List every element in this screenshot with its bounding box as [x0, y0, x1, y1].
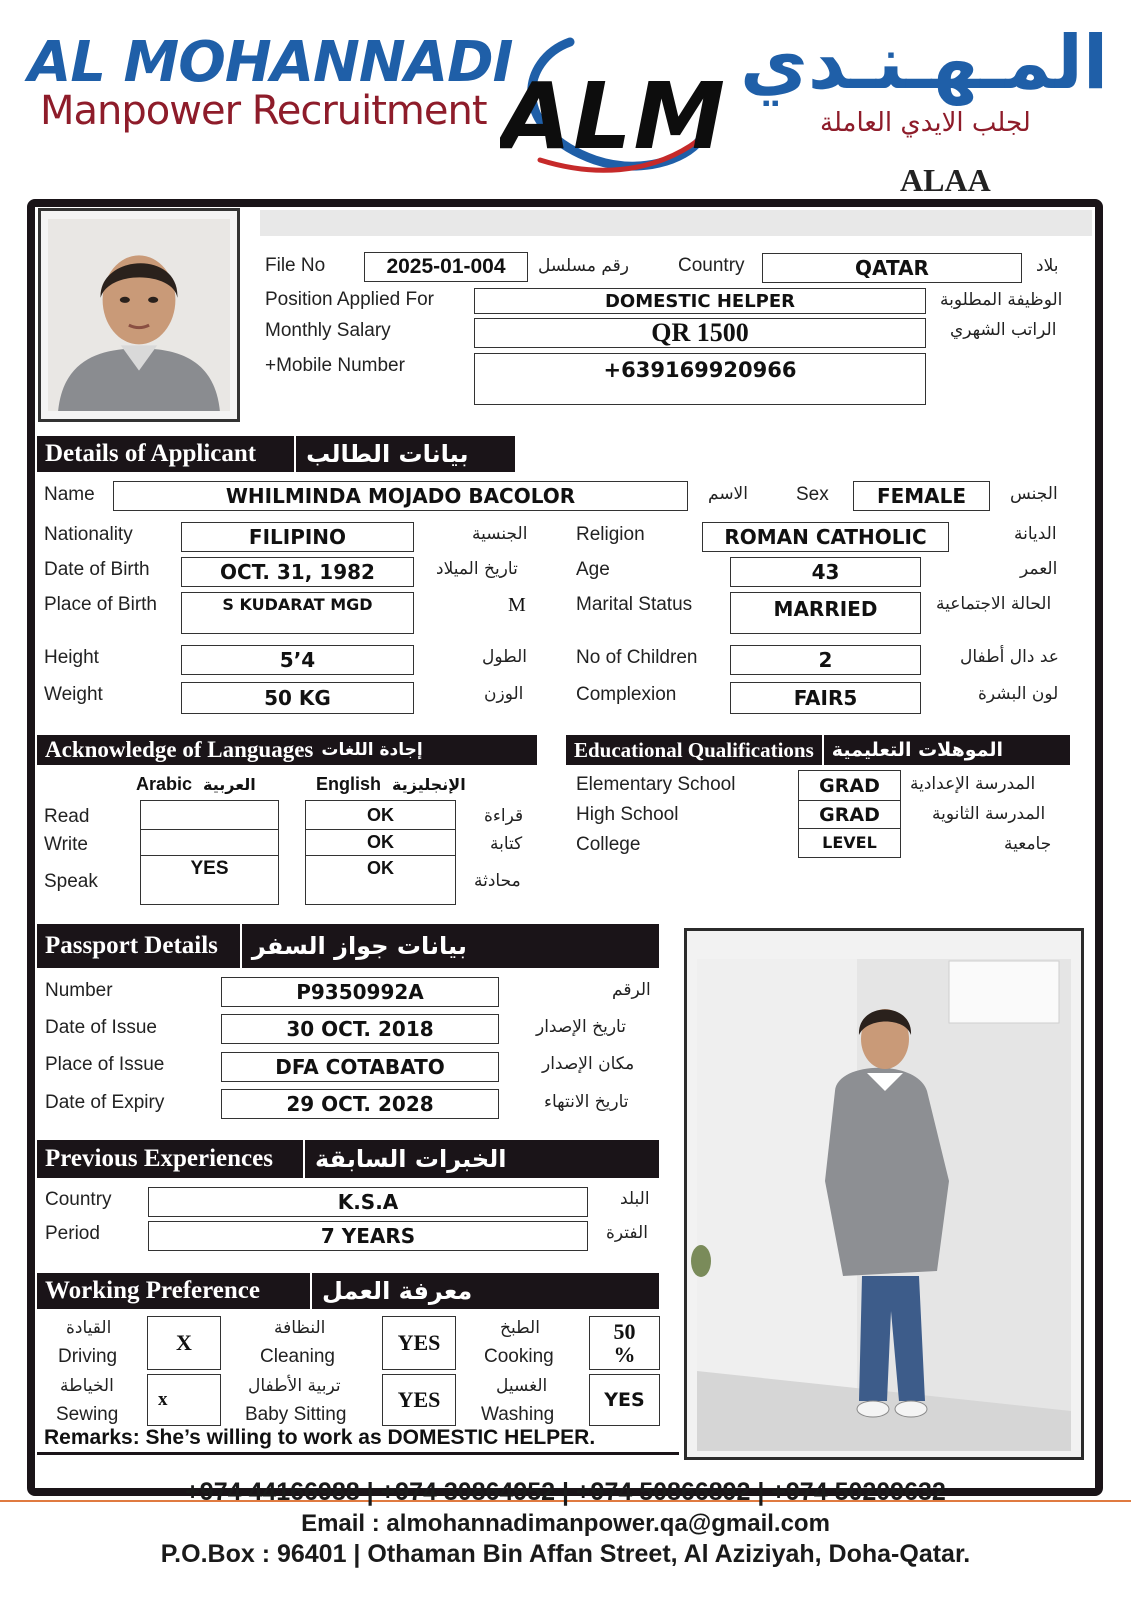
lang-row-read: Read	[44, 806, 90, 827]
pref-driving-label-ar: القيادة	[66, 1318, 112, 1338]
marital-label: Marital Status	[576, 594, 693, 615]
passport-issue-place-value: DFA COTABATO	[221, 1052, 499, 1082]
pref-cleaning-label: Cleaning	[260, 1346, 335, 1367]
lang-col-english-ar: الإنجليزية	[392, 775, 466, 794]
top-shade-bar	[260, 210, 1092, 236]
section-education-header	[566, 735, 1070, 765]
nationality-label-ar: الجنسية	[472, 524, 528, 544]
pref-cleaning-label-ar: النظافة	[274, 1318, 326, 1338]
height-value: 5’4	[181, 645, 414, 675]
lang-col-arabic-en: Arabic	[136, 774, 193, 794]
country-value: QATAR	[762, 253, 1022, 283]
experience-country-label-ar: البلد	[620, 1189, 650, 1209]
pref-cooking-value-num: 50	[613, 1318, 636, 1344]
experience-country-value: K.S.A	[148, 1187, 588, 1217]
complexion-label-ar: لون البشرة	[978, 684, 1059, 704]
name-label: Name	[44, 484, 95, 505]
nationality-label: Nationality	[44, 524, 133, 545]
section-languages-title-en: Acknowledge of Languages	[45, 737, 314, 762]
lang-english-column	[305, 800, 456, 905]
section-experience-header	[37, 1140, 659, 1178]
section-education-title-ar: الموهلات التعليمية	[831, 739, 1004, 761]
applicant-portrait	[38, 208, 240, 422]
weight-value: 50 KG	[181, 682, 414, 714]
pob-label: Place of Birth	[44, 594, 157, 615]
name-value: WHILMINDA MOJADO BACOLOR	[113, 481, 688, 511]
passport-number-value: P9350992A	[221, 977, 499, 1007]
pref-cleaning-value: YES	[382, 1316, 456, 1370]
alm-logo	[500, 20, 730, 180]
country-label-ar: بلاد	[1036, 256, 1059, 276]
children-label-ar: عد دال أطفال	[960, 647, 1059, 667]
brand-subtitle-en: Manpower Recruitment	[40, 88, 487, 134]
footer-address: P.O.Box : 96401 | Othaman Bin Affan Street, Al Aziziyah, Doha-Qatar.	[160, 1540, 971, 1568]
applicant-full-photo	[684, 928, 1084, 1460]
section-languages-title-ar: إجادة اللغات	[321, 740, 423, 760]
marital-value: MARRIED	[730, 592, 921, 634]
lang-col-english	[316, 774, 466, 795]
section-education-title-en: Educational Qualifications	[574, 737, 814, 762]
passport-number-label-ar: الرقم	[612, 980, 651, 1000]
brand-name-ar: المـهـنـدي	[740, 20, 1109, 106]
passport-issue-place-label-ar: مكان الإصدار	[542, 1054, 635, 1074]
section-applicant-title-ar: بيانات الطالب	[306, 440, 469, 468]
edu-values	[798, 770, 901, 858]
pref-washing-value: YES	[589, 1374, 660, 1426]
pref-babysitting-label: Baby Sitting	[245, 1404, 347, 1425]
sex-label: Sex	[796, 484, 829, 505]
lang-row-read-ar: قراءة	[484, 806, 524, 826]
section-passport-header	[37, 924, 659, 968]
height-label-ar: الطول	[482, 647, 527, 667]
section-passport-title-en: Passport Details	[45, 932, 218, 959]
pref-sewing-label-ar: الخياطة	[60, 1376, 114, 1396]
lang-col-english-en: English	[316, 774, 382, 794]
sex-label-ar: الجنس	[1010, 484, 1058, 504]
age-label: Age	[576, 559, 610, 580]
file-no-value: 2025-01-004	[364, 252, 528, 282]
lang-arabic-column	[140, 800, 279, 905]
religion-label: Religion	[576, 524, 645, 545]
dob-value: OCT. 31, 1982	[181, 557, 414, 587]
file-no-label-ar: رقم مسلسل	[538, 256, 629, 276]
edu-college-label: College	[576, 834, 641, 855]
weight-label-ar: الوزن	[484, 684, 524, 704]
pob-mark: M	[508, 594, 526, 616]
dob-label: Date of Birth	[44, 559, 150, 580]
passport-issue-date-value: 30 OCT. 2018	[221, 1014, 499, 1044]
remarks: Remarks: She’s willing to work as DOMESTIC HELPER.	[44, 1426, 596, 1449]
pref-cooking-value-unit: %	[613, 1342, 636, 1367]
complexion-label: Complexion	[576, 684, 677, 705]
salary-value: QR 1500	[474, 318, 926, 348]
pref-cooking-value	[589, 1316, 660, 1370]
pref-washing-label-ar: الغسيل	[496, 1376, 548, 1396]
passport-issue-date-label-ar: تاريخ الإصدار	[536, 1017, 626, 1037]
passport-expiry-value: 29 OCT. 2028	[221, 1089, 499, 1119]
pref-washing-label: Washing	[481, 1404, 555, 1425]
edu-elementary-value: GRAD	[799, 771, 900, 801]
complexion-value: FAIR5	[730, 682, 921, 714]
name-label-ar: الاسم	[708, 484, 748, 504]
remarks-underline	[37, 1452, 679, 1455]
section-applicant-title-en: Details of Applicant	[45, 440, 257, 467]
agency-code: ALAA	[900, 162, 991, 198]
edu-highschool-value: GRAD	[799, 801, 900, 829]
lang-row-speak-ar: محادثة	[474, 871, 521, 891]
weight-label: Weight	[44, 684, 103, 705]
file-no-label: File No	[265, 255, 326, 276]
country-label: Country	[678, 255, 745, 276]
section-experience-title-ar: الخبرات السابقة	[314, 1145, 507, 1173]
section-preference-header	[37, 1273, 659, 1309]
pref-cooking-label: Cooking	[484, 1346, 554, 1367]
passport-issue-place-label: Place of Issue	[45, 1054, 165, 1075]
edu-college-label-ar: جامعية	[1004, 834, 1052, 854]
pref-sewing-label: Sewing	[56, 1404, 119, 1425]
salary-label: Monthly Salary	[265, 320, 391, 341]
passport-expiry-label: Date of Expiry	[45, 1092, 165, 1113]
lang-arabic-write	[141, 830, 278, 856]
pref-driving-label: Driving	[58, 1346, 118, 1367]
age-value: 43	[730, 557, 921, 587]
lang-row-speak: Speak	[44, 871, 98, 892]
passport-issue-date-label: Date of Issue	[45, 1017, 157, 1038]
religion-label-ar: الديانة	[1014, 524, 1057, 544]
lang-english-read: OK	[306, 801, 455, 830]
alm-logo-text: ALM	[500, 63, 725, 170]
experience-period-label: Period	[45, 1223, 100, 1244]
pob-value: S KUDARAT MGD	[181, 592, 414, 634]
section-preference-title-en: Working Preference	[45, 1277, 260, 1304]
footer-email: Email : almohannadimanpower.qa@gmail.com	[301, 1510, 830, 1537]
dob-label-ar: تاريخ الميلاد	[436, 559, 518, 579]
edu-college-value: LEVEL	[822, 832, 877, 852]
pref-cooking-label-ar: الطبخ	[500, 1318, 540, 1338]
edu-elementary-label: Elementary School	[576, 774, 736, 795]
passport-expiry-label-ar: تاريخ الانتهاء	[544, 1092, 629, 1112]
position-value: DOMESTIC HELPER	[474, 288, 926, 314]
sex-value: FEMALE	[853, 481, 990, 511]
children-label: No of Children	[576, 647, 698, 668]
experience-period-label-ar: الفترة	[606, 1223, 648, 1243]
pref-driving-value: X	[147, 1316, 221, 1370]
marital-label-ar: الحالة الاجتماعية	[936, 594, 1052, 614]
position-label-ar: الوظيفة المطلوبة	[940, 290, 1063, 310]
height-label: Height	[44, 647, 99, 668]
experience-period-value: 7 YEARS	[148, 1221, 588, 1251]
brand-name-en: AL MOHANNADI	[28, 30, 513, 95]
edu-elementary-label-ar: المدرسة الإعدادية	[910, 774, 1036, 794]
lang-english-speak: OK	[367, 858, 394, 878]
footer-phones: +974 44166988 | +974 30864952 | +974 50866892 | +974 50209632	[185, 1478, 946, 1506]
lang-arabic-speak: YES	[190, 858, 229, 879]
section-preference-title-ar: معرفة العمل	[322, 1277, 473, 1305]
lang-col-arabic-ar: العربية	[203, 775, 256, 794]
age-label-ar: العمر	[1020, 559, 1058, 579]
section-languages-header	[37, 735, 537, 765]
pref-babysitting-label-ar: تربية الأطفال	[248, 1376, 341, 1396]
lang-row-write: Write	[44, 834, 88, 855]
position-label: Position Applied For	[265, 289, 434, 310]
experience-country-label: Country	[45, 1189, 112, 1210]
section-applicant-header	[37, 436, 515, 472]
edu-highschool-label: High School	[576, 804, 679, 825]
section-experience-title-en: Previous Experiences	[45, 1145, 273, 1172]
lang-row-write-ar: كتابة	[490, 834, 523, 854]
nationality-value: FILIPINO	[181, 522, 414, 552]
religion-value: ROMAN CATHOLIC	[702, 522, 949, 552]
lang-arabic-read	[141, 801, 278, 830]
edu-highschool-label-ar: المدرسة الثانوية	[932, 804, 1046, 824]
section-passport-title-ar: بيانات جواز السفر	[251, 932, 467, 960]
lang-english-write: OK	[306, 830, 455, 856]
lang-col-arabic	[136, 774, 256, 795]
salary-label-ar: الراتب الشهري	[950, 320, 1057, 340]
brand-subtitle-ar: لجلب الايدي العاملة	[820, 108, 1031, 138]
mobile-label: +Mobile Number	[265, 355, 405, 376]
passport-number-label: Number	[45, 980, 113, 1001]
pref-sewing-value: x	[147, 1374, 221, 1426]
pref-babysitting-value: YES	[382, 1374, 456, 1426]
mobile-value: +639169920966	[474, 353, 926, 405]
children-value: 2	[730, 645, 921, 675]
